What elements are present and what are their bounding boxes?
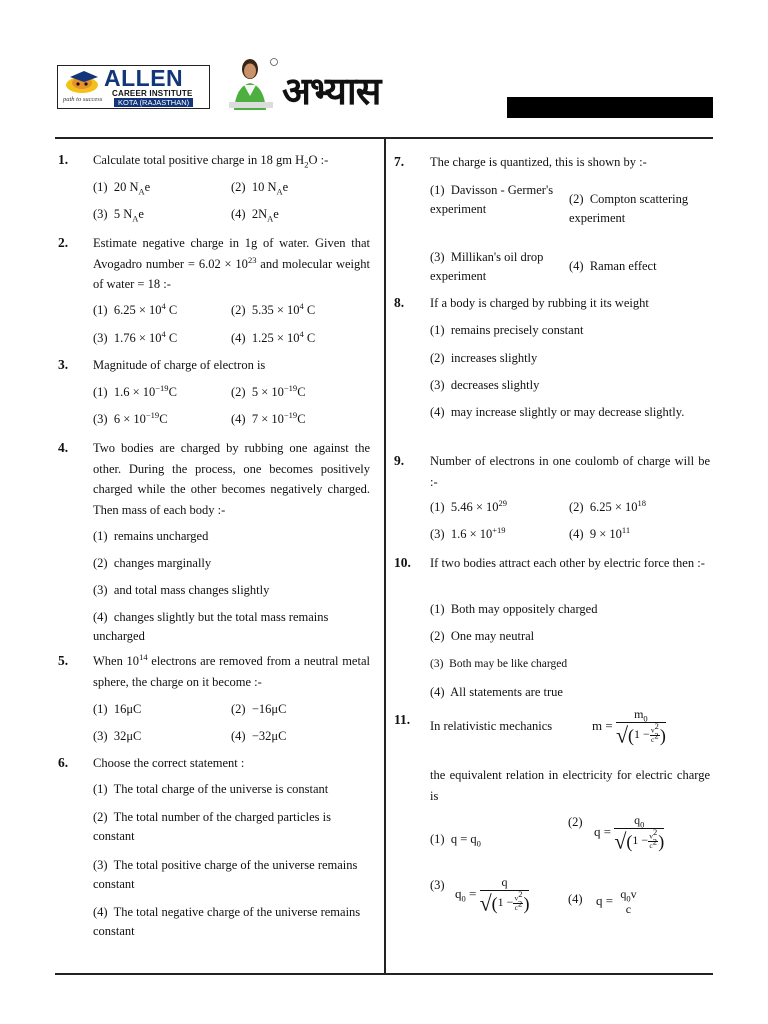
question-number: 4. (58, 440, 69, 455)
column-divider (384, 138, 386, 973)
header-bar (507, 97, 713, 118)
option-2[interactable]: (2) changes marginally (93, 556, 212, 570)
option-1[interactable]: (1) $1.6 \times 10^{-19}C$ (93, 382, 177, 399)
option-3[interactable]: (3) $1.76 \times 10^4$ C (93, 328, 178, 345)
option-4[interactable]: (4) (568, 892, 583, 906)
option-4[interactable]: (4) Raman effect (569, 259, 657, 273)
option-4[interactable]: (4) may increase slightly or may decrease slightly. (430, 405, 685, 419)
option-3[interactable]: (3) decreases slightly (430, 378, 540, 392)
option-2[interactable]: (2) One may neutral (430, 629, 535, 643)
option-2[interactable]: (2) The total number of the charged particles is constant (93, 810, 332, 843)
option-2[interactable]: (2) $6.25 \times 10^{18}$ (569, 497, 647, 514)
option-2[interactable]: (2) Compton scattering experiment (569, 192, 689, 225)
option-3[interactable]: (3) $6 \times 10^{-19}C$ (93, 409, 168, 426)
question-number: 1. (58, 152, 69, 167)
logo-subtitle: CAREER INSTITUTE (112, 89, 193, 98)
question-text: The charge is quantized, this is shown by :- (430, 155, 647, 169)
option-2-formula[interactable]: q = $q_0$ √(1 − $\frac{v^2}{c^2}$) (594, 813, 665, 854)
allen-logo (57, 65, 210, 109)
option-3[interactable]: (3) The total positive charge of the universe remains constant (93, 858, 358, 891)
option-4[interactable]: (4) $9 \times 10^{11}$ (569, 524, 631, 541)
question-text: Calculate total positive charge in 18 gm $H_2O$ :- (93, 153, 329, 170)
question-text: Choose the correct statement : (93, 756, 245, 770)
option-4[interactable]: (4) −32μC (231, 729, 287, 743)
option-2[interactable]: (2) −16μC (231, 702, 287, 716)
question-number: 6. (58, 755, 69, 770)
question-text: If a body is charged by rubbing it its weight (430, 296, 649, 310)
option-3[interactable]: (3) (430, 878, 445, 892)
option-3[interactable]: (3) 5 $N_Ae$ (93, 207, 144, 224)
logo-tagline: path to success (63, 96, 103, 103)
option-4[interactable]: (4) $7 \times 10^{-19}C$ (231, 409, 306, 426)
question-text: In relativistic mechanics (430, 719, 553, 733)
question-text: If two bodies attract each other by electric force then :- (430, 556, 705, 570)
question-text: Magnitude of charge of electron is (93, 358, 266, 372)
option-1[interactable]: (1) remains uncharged (93, 529, 209, 543)
option-4[interactable]: (4) All statements are true (430, 685, 563, 699)
question-text: Number of electrons in one coulomb of charge will be :- (430, 454, 710, 489)
question-text: Estimate negative charge in 1g of water. Given that Avogadro number = $6.02 \times 10^{23}$ and molecular weight of water = 18 :- (93, 236, 371, 291)
bottom-rule (55, 973, 713, 975)
option-4[interactable]: (4) The total negative charge of the universe remains constant (93, 905, 361, 938)
option-3-formula[interactable]: $q_0$ = q √(1 − $\frac{v^2}{c^2}$) (455, 875, 530, 916)
option-1[interactable]: (1) $6.25 \times 10^4$ C (93, 300, 178, 317)
option-2[interactable]: (2) (568, 815, 583, 829)
graduation-cap-icon (62, 69, 104, 95)
question-number: 9. (394, 453, 405, 468)
option-3[interactable]: (3) Millikan's oil drop experiment (430, 250, 544, 283)
question-text-continued: the equivalent relation in electricity for electric charge is (430, 768, 710, 803)
option-3[interactable]: (3) $1.6 \times 10^{+19}$ (430, 524, 506, 541)
option-1[interactable]: (1) 16μC (93, 702, 142, 716)
teacher-figure (222, 56, 282, 110)
option-3[interactable]: (3) and total mass changes slightly (93, 583, 270, 597)
question-number: 11. (394, 712, 411, 727)
option-4[interactable]: (4) changes slightly but the total mass remains uncharged (93, 610, 329, 643)
option-1[interactable]: (1) remains precisely constant (430, 323, 584, 337)
option-4[interactable]: (4) $1.25 \times 10^4$ C (231, 328, 316, 345)
option-1[interactable]: (1) $q = q_0$ (430, 832, 481, 849)
question-number: 3. (58, 357, 69, 372)
question-text: When $10^{14}$ electrons are removed from a neutral metal sphere, the charge on it become :- (93, 651, 370, 689)
option-2[interactable]: (2) $5.35 \times 10^4$ C (231, 300, 316, 317)
option-1[interactable]: (1) $5.46 \times 10^{29}$ (430, 497, 508, 514)
section-title: अभ्यास (282, 69, 381, 113)
option-4[interactable]: (4) $2N_Ae$ (231, 207, 279, 224)
option-4-formula[interactable]: q = $q_0v$ c (596, 887, 637, 916)
question-number: 10. (394, 555, 411, 570)
option-2[interactable]: (2) increases slightly (430, 351, 538, 365)
option-3[interactable]: (3) Both may be like charged (430, 658, 568, 670)
question-number: 2. (58, 235, 69, 250)
question-text: Two bodies are charged by rubbing one against the other. During the process, one becomes positively charged while the other becomes negatively charged. Then mass of each body :- (93, 441, 370, 517)
option-1[interactable]: (1) The total charge of the universe is constant (93, 782, 329, 796)
question-number: 8. (394, 295, 405, 310)
option-1[interactable]: (1) 20 $N_Ae$ (93, 180, 151, 197)
question-number: 5. (58, 653, 69, 668)
option-1[interactable]: (1) Davisson - Germer's experiment (430, 183, 554, 216)
logo-name: ALLEN (104, 65, 184, 91)
question-number: 7. (394, 154, 405, 169)
option-2[interactable]: (2) 10 $N_Ae$ (231, 180, 289, 197)
option-2[interactable]: (2) $5 \times 10^{-19}C$ (231, 382, 306, 399)
option-1[interactable]: (1) Both may oppositely charged (430, 602, 598, 616)
logo-city: KOTA (RAJASTHAN) (114, 98, 193, 107)
option-3[interactable]: (3) 32μC (93, 729, 142, 743)
mass-formula: m = $m_0$ √(1 − $\frac{v^2}{c^2}$) (592, 707, 666, 748)
